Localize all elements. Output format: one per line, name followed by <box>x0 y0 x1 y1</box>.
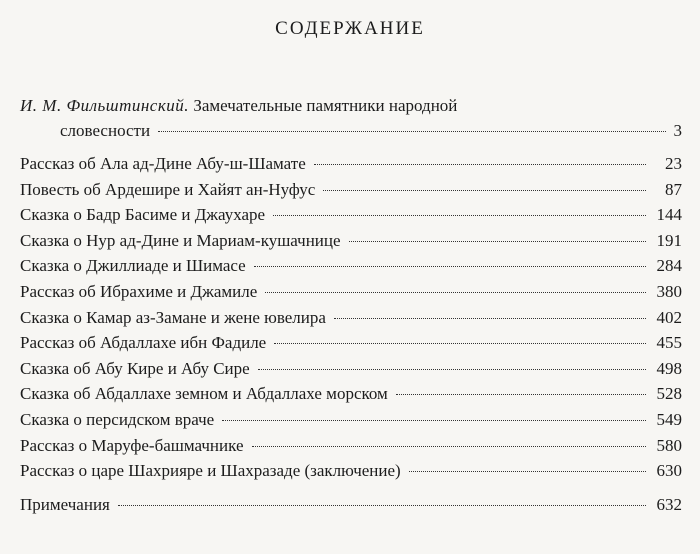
leader-dots <box>252 446 646 447</box>
toc-entry[interactable] <box>20 384 682 410</box>
toc-entry-page-number: 23 <box>665 154 682 173</box>
toc-entry-page-number: 549 <box>656 409 682 429</box>
toc-entry[interactable] <box>20 282 682 308</box>
toc-entry-title: Сказка о Джиллиаде и Шимасе <box>20 256 246 276</box>
toc-entry-title: Рассказ о Маруфе-башмачнике <box>20 435 244 455</box>
leader-dots <box>274 343 646 344</box>
toc-entry-title: Рассказ об Абдаллахе ибн Фадиле <box>20 333 267 353</box>
toc-entry-page-number: 284 <box>656 256 682 276</box>
toc-entry[interactable] <box>20 359 682 385</box>
toc-entry-title: Сказка о персидском враче <box>20 409 215 429</box>
toc-entry-page-number: 528 <box>656 384 682 404</box>
toc-entry-page-number: 87 <box>665 179 682 199</box>
leader-dots <box>254 266 646 267</box>
toc-entry[interactable] <box>20 180 682 206</box>
toc-entry[interactable] <box>20 333 682 359</box>
toc-entry-title: Рассказ об Ала ад-Дине Абу-ш-Шамате <box>20 154 306 173</box>
intro-page-number: 3 <box>673 121 682 140</box>
leader-dots <box>334 318 646 319</box>
leader-dots <box>118 505 646 506</box>
toc-entry-title: Рассказ о царе Шахрияре и Шахразаде (заключение) <box>20 461 401 481</box>
notes-page-number: 632 <box>656 494 682 514</box>
intro-line-2 <box>20 121 682 146</box>
toc-entry-title: Сказка об Абу Кире и Абу Сире <box>20 358 250 378</box>
toc-entry-title: Рассказ об Ибрахиме и Джамиле <box>20 281 258 301</box>
toc-entry-page-number: 580 <box>656 435 682 455</box>
leader-dots <box>258 369 646 370</box>
toc-entry-page-number: 455 <box>656 333 682 353</box>
toc-entry-page-number: 402 <box>656 307 682 327</box>
table-of-contents <box>20 96 682 520</box>
toc-entry[interactable] <box>20 461 682 487</box>
toc-entry-page-number: 380 <box>656 281 682 301</box>
notes-title: Примечания <box>20 494 110 514</box>
toc-entry-page-number: 630 <box>656 461 682 481</box>
leader-dots <box>323 190 646 191</box>
leader-dots <box>222 420 646 421</box>
toc-entry[interactable] <box>20 231 682 257</box>
toc-entry-title: Сказка об Абдаллахе земном и Абдаллахе морском <box>20 384 388 404</box>
leader-dots <box>314 164 646 165</box>
leader-dots <box>158 131 665 132</box>
toc-entry[interactable] <box>20 308 682 334</box>
toc-entry-title: Сказка о Камар аз-Замане и жене ювелира <box>20 307 326 327</box>
toc-entry-page-number: 498 <box>656 358 682 378</box>
toc-intro-entry[interactable] <box>20 96 682 146</box>
toc-entry[interactable] <box>20 436 682 462</box>
leader-dots <box>396 394 646 395</box>
toc-entry[interactable] <box>20 256 682 282</box>
toc-entry-notes[interactable] <box>20 495 682 521</box>
leader-dots <box>273 215 646 216</box>
page-title: СОДЕРЖАНИЕ <box>275 18 425 39</box>
leader-dots <box>265 292 646 293</box>
toc-entries <box>20 154 682 487</box>
intro-line-1 <box>20 96 682 121</box>
toc-entry[interactable] <box>20 154 682 180</box>
leader-dots <box>349 241 646 242</box>
toc-entry[interactable] <box>20 410 682 436</box>
toc-entry-title: Сказка о Бадр Басиме и Джаухаре <box>20 205 266 225</box>
intro-author: И. М. Фильштинский. <box>20 96 190 115</box>
toc-entry-page-number: 191 <box>656 230 682 250</box>
intro-title-part1: Замечательные памятники народной <box>193 96 458 115</box>
toc-entry-title: Повесть об Ардешире и Хайят ан-Нуфус <box>20 179 316 199</box>
toc-entry-page-number: 144 <box>656 205 682 225</box>
leader-dots <box>409 471 646 472</box>
toc-entry-title: Сказка о Нур ад-Дине и Мариам-кушачнице <box>20 230 341 250</box>
intro-title-part2: словесности <box>60 121 151 140</box>
toc-entry[interactable] <box>20 205 682 231</box>
